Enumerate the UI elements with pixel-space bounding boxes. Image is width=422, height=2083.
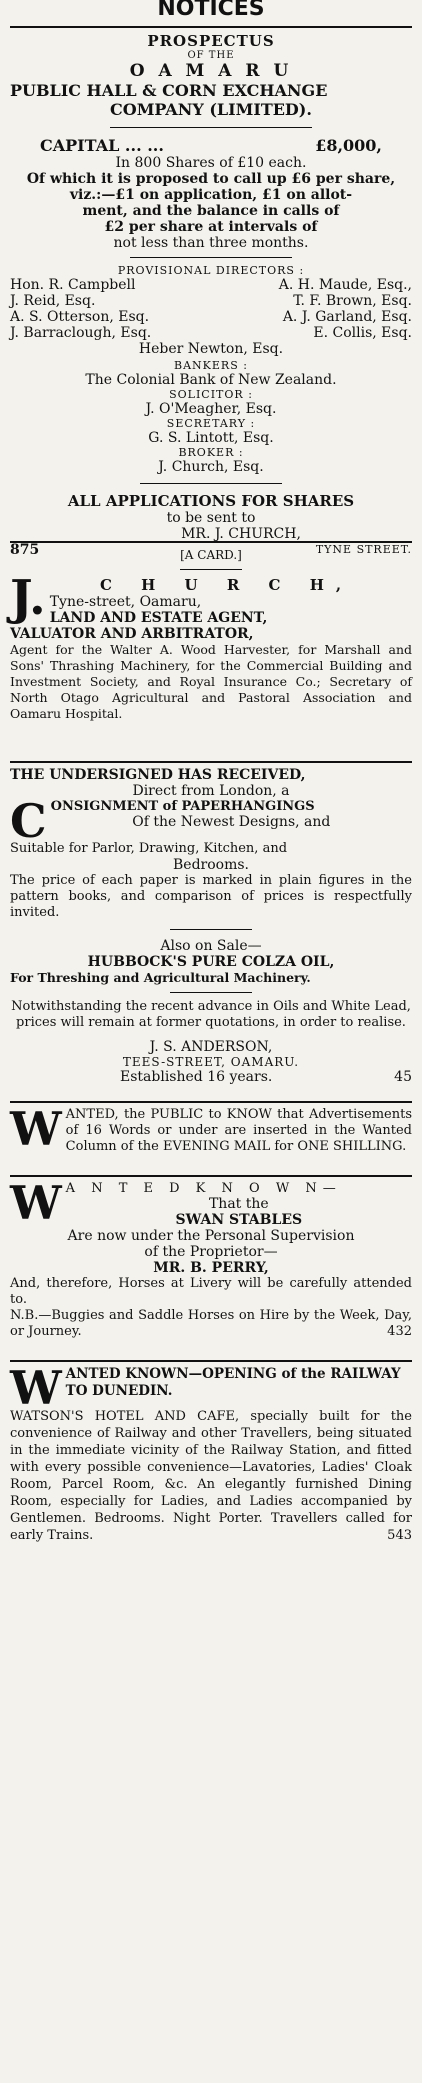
consignment-dropcap: C	[10, 794, 47, 848]
director-row	[10, 325, 412, 341]
divider	[10, 1360, 412, 1362]
terms-2: ment, and the balance in calls of	[82, 203, 340, 219]
shares-line: In 800 Shares of £10 each.	[115, 155, 307, 171]
proprietor-label: of the Proprietor—	[144, 1244, 278, 1260]
anderson-direct: Direct from London, a	[132, 783, 290, 799]
designs-line: Of the Newest Designs, and	[132, 814, 331, 830]
divider	[130, 257, 292, 258]
card-label: [A CARD.]	[180, 548, 242, 562]
director-row	[10, 277, 412, 293]
divider	[10, 761, 412, 763]
director-row	[10, 309, 412, 325]
also-line: Also on Sale—	[160, 938, 262, 954]
prospectus-of-the: OF THE	[187, 50, 235, 61]
sent-to-line: to be sent to	[166, 510, 256, 526]
bankers-heading: BANKERS :	[174, 359, 248, 372]
director-name: J. Reid, Esq.	[10, 293, 96, 309]
prospectus-town: O A M A R U	[129, 61, 293, 81]
wanted-known-heading: A N T E D K N O W N—	[65, 1181, 342, 1196]
anderson-address: TEES-STREET, OAMARU.	[122, 1055, 300, 1069]
ref-number: 875	[10, 542, 40, 558]
ref-number: 543	[387, 1528, 412, 1543]
director-name: J. Barraclough, Esq.	[10, 325, 152, 341]
director-name: A. H. Maude, Esq.,	[278, 277, 412, 293]
swan-stables-name: SWAN STABLES	[175, 1212, 303, 1228]
director-name: A. J. Garland, Esq.	[282, 309, 412, 325]
watsons-hotel-advert	[10, 1361, 412, 1586]
director-row	[10, 293, 412, 309]
director-name: Hon. R. Campbell	[10, 277, 136, 293]
card-role2: VALUATOR AND ARBITRATOR,	[10, 626, 254, 642]
card-advert	[10, 547, 412, 757]
consignment-block	[10, 794, 412, 848]
divider	[180, 569, 242, 570]
established-line: Established 16 years.	[120, 1069, 273, 1085]
railway-heading: ANTED KNOWN—OPENING of the RAILWAY TO DUNEDIN.	[65, 1366, 401, 1399]
consignment-line: ONSIGNMENT of PAPERHANGINGS	[50, 799, 315, 814]
card-name-block	[10, 570, 412, 642]
proprietor-name: MR. B. PERRY,	[153, 1260, 269, 1276]
bankers-name: The Colonial Bank of New Zealand.	[85, 372, 337, 388]
wanted-public-advert	[10, 1102, 412, 1171]
divider	[140, 483, 282, 484]
wanted-dropcap: W	[10, 1361, 62, 1415]
card-initial: J.	[10, 570, 46, 626]
contact-name: MR. J. CHURCH,	[181, 526, 301, 542]
applications-line: ALL APPLICATIONS FOR SHARES	[67, 492, 355, 510]
wanted-public-text: ANTED, the PUBLIC to KNOW that Advertisements of 16 Words or under are inserted in the Wanted Column of the EVENING MAIL for ONE SHILLING.	[65, 1107, 412, 1154]
anderson-name: J. S. ANDERSON,	[149, 1039, 273, 1055]
terms-3: £2 per share at intervals of	[104, 219, 318, 235]
divider	[110, 127, 312, 128]
director-last: Heber Newton, Esq.	[138, 341, 284, 357]
prospectus-line2: COMPANY (LIMITED).	[110, 100, 312, 119]
directors-heading: PROVISIONAL DIRECTORS :	[117, 264, 305, 277]
buggies-text	[10, 1308, 412, 1340]
prospectus-heading: PROSPECTUS	[147, 32, 275, 50]
broker-heading: BROKER :	[178, 446, 244, 459]
machinery-line: For Threshing and Agricultural Machinery.	[10, 970, 311, 985]
card-body: Agent for the Walter A. Wood Harvester, for Marshall and Sons' Thrashing Machinery, for the Commercial Building and Investment Society, and Royal Insurance Co.; Secretary of North Otago Agricultural and Pastoral Association and Oamaru Hospital.	[10, 642, 412, 721]
price-text: The price of each paper is marked in plain figures in the pattern books, and comparison of prices is respectfully invited.	[10, 873, 412, 920]
divider	[170, 929, 252, 930]
director-name: E. Collis, Esq.	[313, 325, 412, 341]
secretary-heading: SECRETARY :	[166, 417, 256, 430]
card-address: Tyne-street, Oamaru,	[49, 594, 202, 610]
ref-number: 45	[394, 1069, 412, 1085]
director-name: A. S. Otterson, Esq.	[10, 309, 150, 325]
card-role1: LAND AND ESTATE AGENT,	[49, 610, 268, 626]
wanted-dropcap: W	[10, 1176, 62, 1230]
bedrooms-line: Bedrooms.	[173, 857, 249, 873]
divider	[10, 1101, 412, 1103]
wanted-dropcap: W	[10, 1102, 62, 1156]
solicitor-name: J. O'Meagher, Esq.	[145, 401, 277, 417]
prospectus-line1: PUBLIC HALL & CORN EXCHANGE	[10, 81, 328, 100]
divider	[170, 992, 252, 993]
page-title: NOTICES	[157, 0, 265, 21]
divider	[10, 1175, 412, 1177]
director-name: T. F. Brown, Esq.	[293, 293, 412, 309]
supervision-line: Are now under the Personal Supervision	[67, 1228, 355, 1244]
watsons-hotel-text	[10, 1408, 412, 1544]
watsons-body: WATSON'S HOTEL AND CAFE, specially built for the convenience of Railway and other Travellers, being situated in the immediate vicinity of the Railway Station, and fitted with every possible convenience—Lavatories, Ladies' Cloak Room, Parcel Room, &c. An elegantly furnished Dining Room, especially for Ladies, and Ladies accompanied by Gentlemen. Bedrooms. Night Porter. Travellers called for early Trains.	[10, 1409, 412, 1543]
terms-1: viz.:—£1 on application, £1 on allot-	[69, 187, 353, 203]
solicitor-heading: SOLICITOR :	[169, 388, 253, 401]
capital-label: CAPITAL ... ...	[40, 136, 164, 155]
capital-row	[10, 136, 412, 155]
terms-0: Of which it is proposed to call up £6 per share,	[26, 171, 396, 187]
swan-stables-advert	[10, 1176, 412, 1356]
capital-value: £8,000,	[315, 136, 382, 155]
buggies-line: N.B.—Buggies and Saddle Horses on Hire by the Week, Day, or Journey.	[10, 1308, 412, 1339]
anderson-advert	[10, 767, 412, 1097]
secretary-name: G. S. Lintott, Esq.	[148, 430, 274, 446]
ref-number: 432	[387, 1324, 412, 1339]
suitable-line: Suitable for Parlor, Drawing, Kitchen, and	[10, 841, 288, 856]
broker-name: J. Church, Esq.	[158, 459, 264, 475]
livery-text: And, therefore, Horses at Livery will be carefully attended to.	[10, 1276, 412, 1307]
notwithstanding-text: Notwithstanding the recent advance in Oils and White Lead, prices will remain at former quotations, in order to realise.	[11, 999, 411, 1030]
anderson-footer	[10, 1069, 412, 1085]
anderson-heading: THE UNDERSIGNED HAS RECEIVED,	[10, 767, 306, 783]
street-name: TYNE STREET.	[315, 543, 412, 556]
oil-line: HUBBOCK'S PURE COLZA OIL,	[87, 954, 335, 970]
divider	[10, 26, 412, 28]
terms-4: not less than three months.	[113, 235, 309, 251]
card-name: C H U R C H,	[100, 576, 354, 594]
that-the-line: That the	[208, 1196, 269, 1212]
